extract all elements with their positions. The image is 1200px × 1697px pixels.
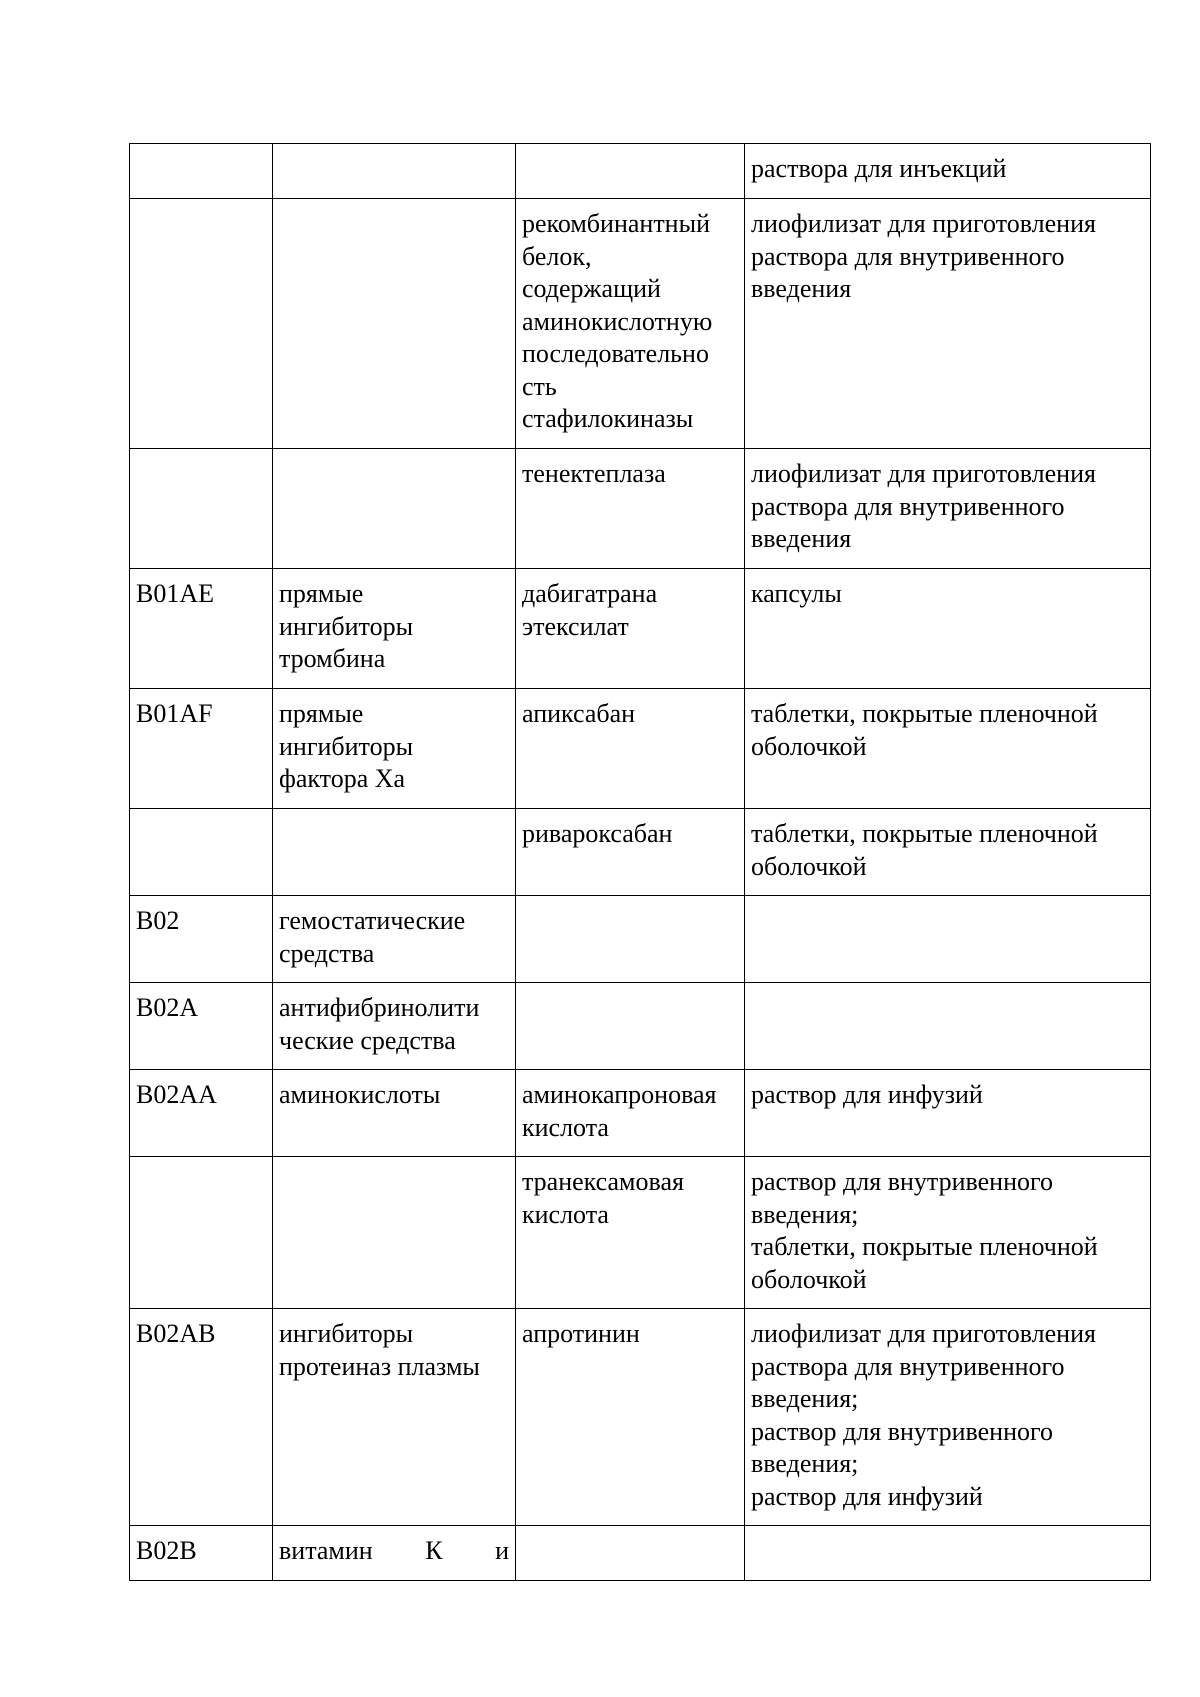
atc-code-cell: B02 (130, 896, 273, 983)
dosage-form-cell: таблетки, покрытые пленочной оболочкой (745, 689, 1151, 809)
group-name-cell: прямые ингибиторы фактора Ха (273, 689, 516, 809)
drug-name-cell: дабигатрана этексилат (516, 569, 745, 689)
atc-code-cell (130, 809, 273, 896)
drug-name-cell: ривароксабан (516, 809, 745, 896)
table-row (130, 689, 1151, 809)
drug-name-cell: транексамовая кислота (516, 1157, 745, 1309)
table-row (130, 1070, 1151, 1157)
group-name-cell (273, 144, 516, 199)
atc-code-cell: B01AF (130, 689, 273, 809)
drug-name-cell: рекомбинантный белок, содержащий аминокислотную последовательно сть стафилокиназы (516, 199, 745, 449)
drug-name-cell (516, 983, 745, 1070)
dosage-form-cell (745, 1526, 1151, 1581)
atc-code-cell: B02AA (130, 1070, 273, 1157)
atc-code-cell (130, 144, 273, 199)
table-row (130, 449, 1151, 569)
table-row (130, 896, 1151, 983)
drug-classification-table (129, 143, 1151, 1581)
dosage-form-cell: капсулы (745, 569, 1151, 689)
group-name-cell (273, 199, 516, 449)
dosage-form-cell (745, 983, 1151, 1070)
dosage-form-cell: лиофилизат для приготовления раствора для внутривенного введения (745, 199, 1151, 449)
atc-code-cell: B02A (130, 983, 273, 1070)
drug-name-cell: тенектеплаза (516, 449, 745, 569)
dosage-form-cell: лиофилизат для приготовления раствора для внутривенного введения (745, 449, 1151, 569)
drug-name-cell: апротинин (516, 1309, 745, 1526)
atc-code-cell (130, 199, 273, 449)
drug-name-cell (516, 896, 745, 983)
atc-code-cell: B01AE (130, 569, 273, 689)
group-name-cell: гемостатические средства (273, 896, 516, 983)
group-name-cell (273, 449, 516, 569)
atc-code-cell: B02AB (130, 1309, 273, 1526)
atc-code-cell (130, 449, 273, 569)
dosage-form-cell: таблетки, покрытые пленочной оболочкой (745, 809, 1151, 896)
dosage-form-cell (745, 896, 1151, 983)
dosage-form-cell: раствор для инфузий (745, 1070, 1151, 1157)
table-row (130, 1157, 1151, 1309)
table-row (130, 569, 1151, 689)
table-row (130, 199, 1151, 449)
atc-code-cell (130, 1157, 273, 1309)
drug-name-cell: аминокапроновая кислота (516, 1070, 745, 1157)
group-name-cell: антифибринолити ческие средства (273, 983, 516, 1070)
group-name-cell: ингибиторы протеиназ плазмы (273, 1309, 516, 1526)
group-name-cell (273, 809, 516, 896)
table-row (130, 144, 1151, 199)
group-name-cell: прямые ингибиторы тромбина (273, 569, 516, 689)
table-row (130, 1526, 1151, 1581)
group-name-cell (273, 1157, 516, 1309)
drug-name-cell (516, 1526, 745, 1581)
dosage-form-cell: раствора для инъекций (745, 144, 1151, 199)
table-row (130, 809, 1151, 896)
group-name-cell: аминокислоты (273, 1070, 516, 1157)
drug-name-cell (516, 144, 745, 199)
atc-code-cell: B02B (130, 1526, 273, 1581)
table-row (130, 1309, 1151, 1526)
group-name-cell: витамин К и (273, 1526, 516, 1581)
dosage-form-cell: раствор для внутривенного введения; таблетки, покрытые пленочной оболочкой (745, 1157, 1151, 1309)
dosage-form-cell: лиофилизат для приготовления раствора для внутривенного введения; раствор для внутривенного введения; раствор для инфузий (745, 1309, 1151, 1526)
drug-name-cell: апиксабан (516, 689, 745, 809)
table-row (130, 983, 1151, 1070)
